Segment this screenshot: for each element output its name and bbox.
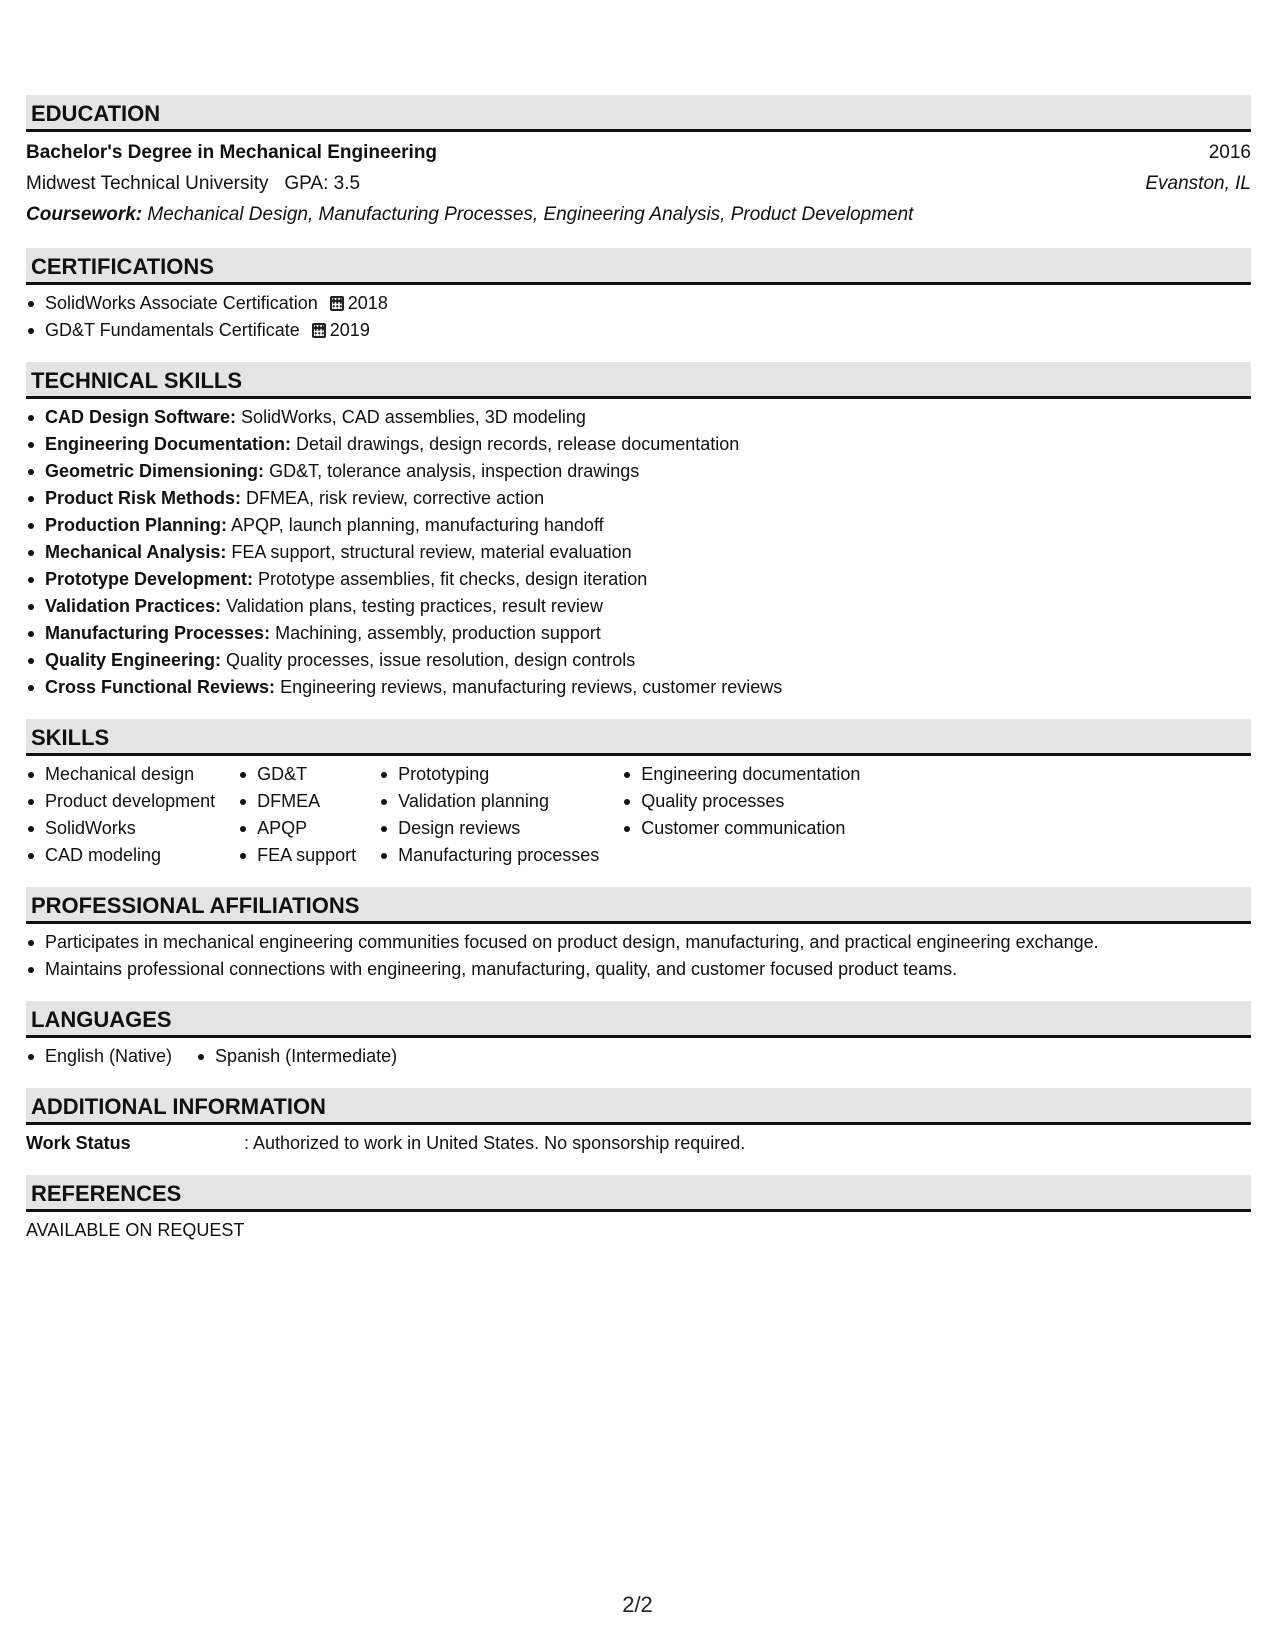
- calendar-icon: [312, 323, 326, 338]
- languages-heading: LANGUAGES: [26, 1001, 1251, 1038]
- skill-text: Quality processes, issue resolution, design controls: [226, 650, 636, 670]
- list-item: Mechanical design: [26, 761, 215, 788]
- list-item: CAD modeling: [26, 842, 215, 869]
- skills-column-1: [26, 761, 215, 869]
- school-location: Evanston, IL: [1145, 173, 1251, 194]
- skill-text: Detail drawings, design records, release documentation: [296, 434, 740, 454]
- skill-label: Production Planning:: [45, 515, 227, 535]
- certifications-list: [26, 290, 1251, 344]
- skill-text: APQP, launch planning, manufacturing handoff: [231, 515, 604, 535]
- skill-label: Manufacturing Processes:: [45, 623, 271, 643]
- list-item: APQP: [238, 815, 356, 842]
- list-item: [26, 485, 1251, 512]
- work-status-label: Work Status: [26, 1133, 131, 1153]
- skill-label: Engineering Documentation:: [45, 434, 292, 454]
- list-item: English (Native): [26, 1043, 172, 1070]
- technical-skills-section: [26, 399, 1251, 719]
- skill-label: Cross Functional Reviews:: [45, 677, 276, 697]
- skill-label: Validation Practices:: [45, 596, 222, 616]
- coursework-label: Coursework:: [26, 204, 143, 225]
- education-school-row: [26, 168, 1251, 199]
- skills-column-2: [238, 761, 356, 869]
- skills-heading: SKILLS: [26, 719, 1251, 756]
- skill-label: Geometric Dimensioning:: [45, 461, 265, 481]
- skill-text: DFMEA, risk review, corrective action: [246, 488, 545, 508]
- list-item: Product development: [26, 788, 215, 815]
- list-item: [26, 593, 1251, 620]
- list-item: Participates in mechanical engineering communities focused on product design, manufacturing, and practical engineering exchange.: [26, 929, 1251, 956]
- skill-label: CAD Design Software:: [45, 407, 237, 427]
- affiliations-list: [26, 929, 1251, 983]
- list-item: Engineering documentation: [622, 761, 860, 788]
- references-heading: REFERENCES: [26, 1175, 1251, 1212]
- degree-title: Bachelor's Degree in Mechanical Engineering: [26, 142, 438, 163]
- work-status-value: : Authorized to work in United States. No sponsorship required.: [244, 1133, 746, 1153]
- list-item: Manufacturing processes: [379, 842, 599, 869]
- coursework-list: Mechanical Design, Manufacturing Processes, Engineering Analysis, Product Development: [147, 204, 914, 225]
- skills-column-4: [622, 761, 860, 869]
- skills-column-3: [379, 761, 599, 869]
- certification-name: SolidWorks Associate Certification: [45, 293, 318, 313]
- education-heading: EDUCATION: [26, 95, 1251, 132]
- graduation-year: 2016: [1208, 142, 1251, 163]
- list-item: FEA support: [238, 842, 356, 869]
- references-text: AVAILABLE ON REQUEST: [26, 1220, 245, 1240]
- list-item: Maintains professional connections with engineering, manufacturing, quality, and customer focused product teams.: [26, 956, 1251, 983]
- list-item: [26, 566, 1251, 593]
- affiliations-section: [26, 924, 1251, 1001]
- certifications-section: [26, 285, 1251, 362]
- languages-list: [26, 1043, 1251, 1070]
- list-item: Customer communication: [622, 815, 860, 842]
- list-item: Spanish (Intermediate): [196, 1043, 397, 1070]
- skill-text: Engineering reviews, manufacturing reviews, customer reviews: [280, 677, 783, 697]
- languages-section: [26, 1038, 1251, 1088]
- additional-info-heading: ADDITIONAL INFORMATION: [26, 1088, 1251, 1125]
- list-item: [26, 539, 1251, 566]
- skill-text: Machining, assembly, production support: [275, 623, 601, 643]
- school-name: Midwest Technical University: [26, 173, 269, 194]
- skill-text: GD&T, tolerance analysis, inspection drawings: [269, 461, 640, 481]
- additional-info-section: [26, 1125, 1251, 1175]
- calendar-icon: [330, 296, 344, 311]
- list-item: [26, 404, 1251, 431]
- skills-columns: [26, 761, 1251, 869]
- list-item: [26, 431, 1251, 458]
- list-item: [26, 620, 1251, 647]
- list-item: Validation planning: [379, 788, 599, 815]
- skill-label: Product Risk Methods:: [45, 488, 242, 508]
- page-number: 2/2: [622, 1592, 653, 1617]
- education-degree-row: [26, 137, 1251, 168]
- list-item: Quality processes: [622, 788, 860, 815]
- list-item: [26, 512, 1251, 539]
- list-item: GD&T: [238, 761, 356, 788]
- skill-label: Mechanical Analysis:: [45, 542, 227, 562]
- work-status-row: [26, 1130, 1251, 1157]
- certification-name: GD&T Fundamentals Certificate: [45, 320, 300, 340]
- list-item: DFMEA: [238, 788, 356, 815]
- list-item: [26, 458, 1251, 485]
- coursework: [26, 199, 1251, 230]
- technical-skills-heading: TECHNICAL SKILLS: [26, 362, 1251, 399]
- certification-year: 2018: [347, 293, 388, 313]
- skill-text: Validation plans, testing practices, result review: [226, 596, 603, 616]
- list-item: Design reviews: [379, 815, 599, 842]
- education-section: [26, 132, 1251, 248]
- list-item: SolidWorks: [26, 815, 215, 842]
- skill-label: Quality Engineering:: [45, 650, 222, 670]
- skill-label: Prototype Development:: [45, 569, 254, 589]
- skill-text: SolidWorks, CAD assemblies, 3D modeling: [241, 407, 586, 427]
- list-item: [26, 290, 1251, 317]
- list-item: [26, 674, 1251, 701]
- certification-year: 2019: [329, 320, 370, 340]
- affiliations-heading: PROFESSIONAL AFFILIATIONS: [26, 887, 1251, 924]
- technical-skills-list: [26, 404, 1251, 701]
- resume-page: [26, 95, 1251, 1262]
- skill-text: Prototype assemblies, fit checks, design iteration: [258, 569, 648, 589]
- list-item: [26, 317, 1251, 344]
- references-section: [26, 1212, 1251, 1262]
- list-item: [26, 647, 1251, 674]
- skills-section: [26, 756, 1251, 887]
- gpa: GPA: 3.5: [284, 173, 361, 194]
- certifications-heading: CERTIFICATIONS: [26, 248, 1251, 285]
- list-item: Prototyping: [379, 761, 599, 788]
- school-gpa: [26, 168, 360, 199]
- skill-text: FEA support, structural review, material evaluation: [231, 542, 632, 562]
